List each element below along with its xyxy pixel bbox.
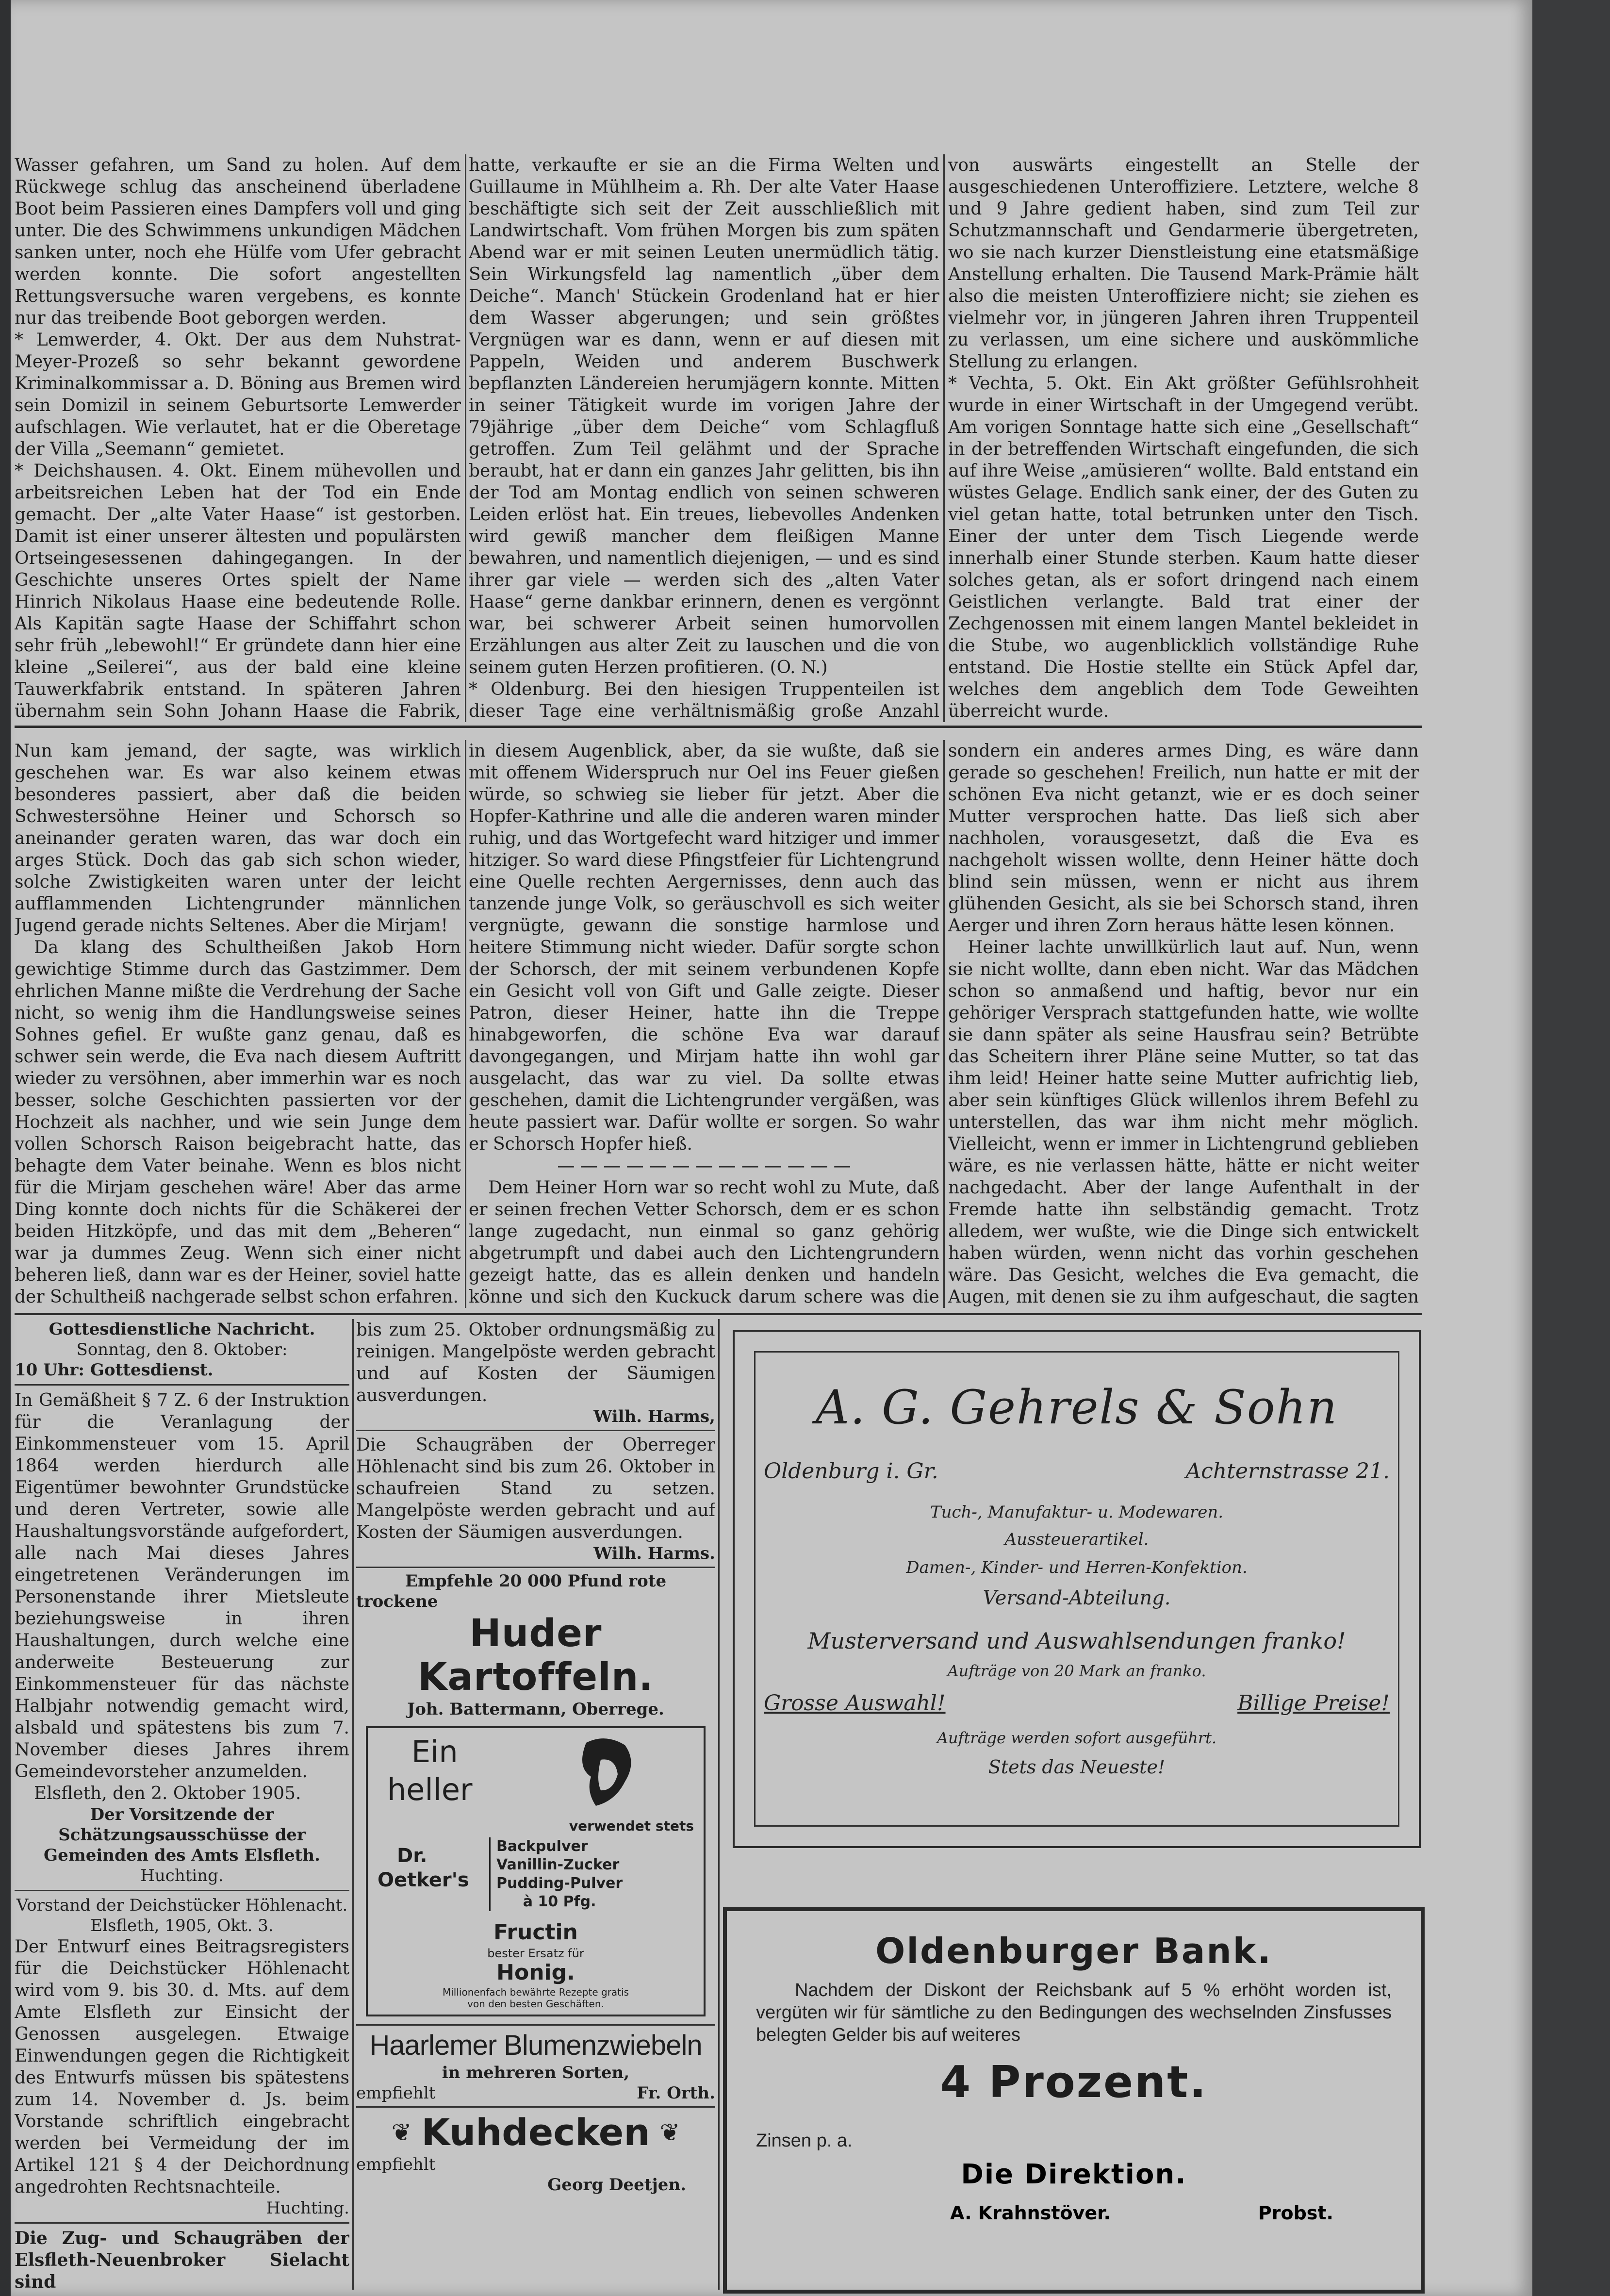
ad-kartoffel-line2: trockene — [356, 1592, 438, 1611]
notice-deich-text: Der Entwurf eines Beitragsregisters für die Deichstücker Höhlenacht wird vom 9. bis 30. d. Mts. auf dem Amte Elsfleth zur Einsicht der Genossen ausgelegen. Etwaige Einwendungen gegen die Richtigkeit des Entwurfs müssen bis spätestens zum 14. November d. Js. beim Vorstande schriftlich eingebracht werden bei Vermeidung der im Artikel 121 § 4 der Deichordnung angedrohten Rechtsnachteile. — [15, 1937, 349, 2197]
column-2-serial — [469, 740, 939, 1308]
notice-deich-title: Vorstand der Deichstücker Höhlenacht. — [16, 1896, 348, 1915]
notice-tax-signature: Der Vorsitzende der Schätzungsausschüsse der Gemeinden des Amts Elsfleth. — [44, 1805, 320, 1865]
ad-divider — [356, 2024, 715, 2026]
notice-church-title: Gottesdienstliche Nachricht. — [49, 1320, 315, 1339]
ornament-icon: ❦ — [659, 2118, 680, 2147]
ad-oberrege-sign: Wilh. Harms. — [593, 1544, 715, 1563]
ad-kartoffel-sign: Joh. Battermann, Oberrege. — [407, 1700, 664, 1719]
serial-text: in diesem Augenblick, aber, da sie wußte, daß sie mit offenem Widerspruch nur Oel ins Feuer gießen würde, so schwieg sie lieber für jetzt. Aber die Hopfer-Kathrine und alle die anderen waren minder ruhig, und das Wortgefecht ward hitziger und immer hitziger. So ward diese Pfingstfeier für Lichtengrund eine Quelle rechten Aergernisses, denn auch das tanzende junge Volk, so geräuschvoll es sich weiter vergnügte, gewann die sonstige harmlose und heitere Stimmung nicht wieder. Dafür sorgte schon der Schorsch, der mit seinem verbundenen Kopfe ein Gesicht voll von Gift und Galle zeigte. Dieser Patron, dieser Heiner, hatte ihn die Treppe hinabgeworfen, die schöne Eva war darauf davongegangen, und Mirjam hatte ihn wohl gar ausgelacht, das war zu viel. Da sollte etwas geschehen, damit die Lichtengrunder vergäßen, was heute passiert war. Dafür wollte er sorgen. So wahr er Schorsch Hopfer hieß. — [469, 741, 939, 1154]
notice-deich-signature: Huchting. — [266, 2198, 349, 2218]
ad-bank-text: Nachdem der Diskont der Reichsbank auf 5 % erhöht worden ist, vergüten wir für sämtliche zu den Bedingungen des wechselnden Zinsfusses belegten Gelder bis auf weiteres — [756, 1980, 1392, 2045]
ad-gehrels-line: Aufträge von 20 Mark an franko. — [947, 1662, 1206, 1680]
column-3-serial — [948, 740, 1419, 1308]
section-divider — [15, 726, 1422, 728]
ad-gehrels-auswahl: Grosse Auswahl! — [764, 1691, 946, 1716]
column-2-top — [469, 154, 939, 722]
column-3-top — [948, 154, 1419, 722]
ad-kuhdecken-empfiehlt: empfiehlt — [356, 2155, 436, 2174]
ad-gehrels-line: Damen-, Kinder- und Herren-Konfektion. — [906, 1558, 1248, 1577]
article-vechta: * Vechta, 5. Okt. Ein Akt größter Gefühlsrohheit wurde in einer Wirtschaft in der Umgegend verübt. Am vorigen Sonntage hatte sich eine „Gesellschaft“ in der betreffenden Wirtschaft eingefunden, die sich auf ihre Weise „amüsieren“ wollte. Bald entstand ein wüstes Gelage. Endlich sank einer, der des Guten zu viel getan hatte, total betrunken unter den Tisch. Einer der unter dem Tisch Liegende werde innerhalb einer Stunde sterben. Kaum hatte dieser solches getan, als er sofort dringend nach einem Geistlichen verlangte. Bald trat einer der Zechgenossen mit einem langen Mantel bekleidet in die Stube, wo augenblicklich vollständige Ruhe entstand. Die Hostie stellte ein Stück Apfel dar, welches dem angeblich dem Tode Geweihten überreicht wurde. — [948, 374, 1419, 721]
product-item: Backpulver — [496, 1838, 588, 1855]
ad-oetker-honig: Honig. — [496, 1960, 575, 1985]
ad-gehrels-city: Oldenburg i. Gr. — [764, 1459, 938, 1484]
ad-bank-signature: Die Direktion. — [961, 2159, 1187, 2190]
serial-separator: — — — — — — — — — — — — — — [557, 1156, 851, 1176]
ad-oetker-ersatz: bester Ersatz für — [487, 1947, 584, 1960]
ad-bank-title: Oldenburger Bank. — [875, 1931, 1272, 1971]
ad-oetker-name: Oetker's — [378, 1869, 469, 1891]
product-item: Pudding-Pulver — [496, 1875, 623, 1892]
notice-church-date: Sonntag, den 8. Oktober: — [76, 1340, 288, 1359]
ad-divider — [356, 1430, 715, 1431]
ad-oberrege-text: Die Schaugräben der Oberreger Höhlenacht sind bis zum 26. Oktober in schaufreien Stand zu setzen. Mangelpöste werden gebracht und auf Kosten der Säumigen ausverdungen. — [356, 1435, 715, 1542]
ad-gehrels-line: Musterversand und Auswahlsendungen franko! — [807, 1628, 1346, 1654]
ad-kuhdecken-sign: Georg Deetjen. — [547, 2175, 686, 2195]
ad-gehrels-street: Achternstrasse 21. — [1185, 1459, 1390, 1484]
ad-bank-name-left: A. Krahnstöver. — [950, 2202, 1111, 2224]
notice-sielacht-text: Die Zug- und Schaugräben der Elsfleth-Neuenbroker Sielacht sind — [15, 2228, 349, 2292]
ad-bank-names — [950, 2202, 1333, 2224]
serial-text: Da klang des Schultheißen Jakob Horn gewichtige Stimme durch das Gastzimmer. Dem ehrlichen Manne mißte die Verdrehung der Sache nicht, so wenig ihm die Handlungsweise seines Sohnes gefiel. Er wußte ganz genau, daß es schwer sein werde, die Eva nach diesem Auftritt wieder zu versöhnen, aber immerhin war es noch besser, solche Geschichten passierten vor der Hochzeit als nachher, und wie sein Junge dem vollen Schorsch Raison beigebracht hatte, das behagte dem Vater beinahe. Wenn es blos nicht für die Mirjam geschehen wäre! Aber das arme Ding konnte doch nichts für die Schäkerei der beiden Hitzköpfe, und das mit dem „Beheren“ war ja dummes Zeug. Wenn sich einer nicht beheren ließ, dann war es der Heiner, soviel hatte der Schultheiß nachgerade selbst schon erfahren. — [15, 938, 461, 1307]
notice-divider — [15, 1384, 349, 1386]
column-rule — [943, 740, 945, 1308]
column-rule — [943, 154, 945, 722]
article-oldenburg: * Oldenburg. Bei den hiesigen Truppenteilen ist dieser Tage eine verhältnismäßig große Anzahl — [469, 679, 939, 721]
notices-column — [15, 1319, 349, 2295]
ad-gehrels-line: Versand-Abteilung. — [983, 1587, 1171, 1609]
ad-bank-zinsen: Zinsen p. a. — [756, 2131, 853, 2151]
ad-oetker-footer: Millionenfach bewährte Rezepte gratis — [442, 1986, 629, 1998]
notice-tax-signature-2: Huchting. — [140, 1866, 224, 1885]
ad-divider — [356, 1567, 715, 1568]
column-rule — [718, 1319, 720, 2290]
ad-bank-name-right: Probst. — [1258, 2202, 1333, 2224]
ads-column — [356, 1319, 715, 2295]
ad-gehrels-line: Aufträge werden sofort ausgeführt. — [936, 1729, 1217, 1747]
ad-haarlemer-sign: Fr. Orth. — [637, 2083, 715, 2103]
article-text: von auswärts eingestellt an Stelle der ausgeschiedenen Unteroffiziere. Letztere, welche 8 und 9 Jahre gedient haben, sind zum Teil zur Schutzmannschaft und Gendarmerie übergetreten, wo sie nach kurzer Dienstleistung eine etatsmäßige Anstellung erhalten. Die Tausend Mark-Prämie hält also die meisten Unteroffiziere nicht; sie ziehen es vielmehr vor, in jüngeren Jahren ihren Truppenteil zu verlassen, um eine sichere und auskömmliche Stellung zu erlangen. — [948, 155, 1419, 372]
ad-haarlemer-sub: in mehreren Sorten, — [442, 2063, 630, 2082]
ad-divider — [356, 2106, 715, 2108]
ad-gehrels-line: Stets das Neueste! — [988, 1756, 1166, 1778]
notice-tax-place: Elsfleth, den 2. Oktober 1905. — [34, 1784, 301, 1803]
ad-gehrels-offers — [764, 1691, 1390, 1716]
ad-bank — [723, 1907, 1425, 2294]
product-item: Vanillin-Zucker — [496, 1856, 620, 1873]
serial-text: Heiner lachte unwillkürlich laut auf. Nun, wenn sie nicht wollte, dann eben nicht. War das Mädchen schon so anmaßend und haftig, bevor nur ein gehöriger Versprach stattgefunden hatte, wie wollte sie dann später als seine Hausfrau sein? Betrübte das Scheitern ihrer Pläne seine Mutter, so tat das ihm leid! Heiner hatte seine Mutter aufrichtig lieb, aber sein künftiges Glück willenlos ihrem Befehl zu unterstellen, das war ihm nicht mehr möglich. Vielleicht, wenn er immer in Lichtengrund geblieben wäre, es nie verlassen hätte, hätte er nicht weiter nachgedacht. Aber der lange Aufenthalt in der Fremde hatte ihn selbständig gemacht. Trotz alledem, wer wußte, wie die Dinge sich entwickelt haben würden, wenn nicht das vorhin geschehen wäre. Das Gesicht, welches die Eva gemacht, die Augen, mit denen sie zu ihm aufgeschaut, die sagten — [948, 938, 1419, 1307]
ad-graben-text: bis zum 25. Oktober ordnungsmäßig zu reinigen. Mangelpöste werden gebracht und auf Kosten der Säumigen ausverdungen. — [356, 1320, 715, 1405]
scan-edge-right — [1532, 0, 1610, 2296]
product-item: à 10 Pfg. — [523, 1893, 596, 1910]
ad-gehrels-title: A. G. Gehrels & Sohn — [815, 1380, 1338, 1435]
ad-gehrels-line: Tuch-, Manufaktur- u. Modewaren. — [930, 1503, 1224, 1522]
ad-haarlemer-title: Haarlemer Blumenzwiebeln — [369, 2030, 702, 2061]
ad-gehrels-address — [764, 1459, 1390, 1484]
ad-gehrels-preise: Billige Preise! — [1237, 1691, 1390, 1716]
section-divider — [15, 1313, 1422, 1315]
ad-graben-sign: Wilh. Harms, — [593, 1407, 715, 1426]
notice-deich-place: Elsfleth, 1905, Okt. 3. — [90, 1916, 274, 1935]
ad-oetker-verwendet: verwendet stets — [569, 1818, 694, 1834]
ad-oetker-footer-2: von den besten Geschäften. — [467, 1998, 604, 2010]
article-text: hatte, verkaufte er sie an die Firma Welten und Guillaume in Mühlheim a. Rh. Der alte Vater Haase beschäftigte sich seit der Zeit ausschließlich mit Landwirtschaft. Vom frühen Morgen bis zum späten Abend war er mit seinen Leuten unermüdlich tätig. Sein Wirkungsfeld lag namentlich „über dem Deiche“. Manch' Stückein Grodenland hat er hier dem Wasser abgerungen; und sein größtes Vergnügen war es dann, wenn er auf diesen mit Pappeln, Weiden und anderem Buschwerk bepflanzten Ländereien herumjägern konnte. Mitten in seiner Tätigkeit wurde im vorigen Jahre der 79jährige „über dem Deiche“ vom Schlagfluß getroffen. Zum Teil gelähmt und der Sprache beraubt, hat er dann ein ganzes Jahr gelitten, bis ihn der Tod am Montag endlich von seinen schweren Leiden erlöst hat. Ein treues, liebevolles Andenken wird gewiß mancher dem fleißigen Manne bewahren, und namentlich diejenigen, — und es sind ihrer gar viele — werden sich des „alten Vater Haase“ gerne dankbar erinnern, denen es vergönnt war, bei schwerer Arbeit seinen humorvollen Erzählungen aus alter Zeit zu lauschen und die von seinem guten Herzen profitieren. (O. N.) — [469, 155, 939, 677]
ad-oetker-box — [366, 1726, 706, 2016]
ornament-icon: ❦ — [391, 2118, 412, 2147]
article-deichshausen: * Deichshausen. 4. Okt. Einem mühevollen und arbeitsreichen Leben hat der Tod ein Ende gemacht. Der „alte Vater Haase“ ist gestorben. Damit ist einer unserer ältesten und populärsten Ortseingesessenen dahingegangen. In der Geschichte unseres Ortes spielt der Name Hinrich Nikolaus Haase eine bedeutende Rolle. Als Kapitän sagte Haase der Schiffahrt schon sehr früh „lebewohl!“ Er gründete dann hier eine kleine „Seilerei“, aus der bald eine kleine Tauwerkfabrik entstand. In späteren Jahren übernahm sein Sohn Johann Haase die Fabrik, — [15, 461, 461, 721]
notice-divider — [15, 1890, 349, 1891]
ad-oetker-ein: Ein — [411, 1734, 458, 1769]
ad-gehrels — [733, 1330, 1421, 1848]
notice-church-time: 10 Uhr: Gottesdienst. — [15, 1360, 214, 1380]
ad-oetker-products — [489, 1837, 623, 1911]
ad-kartoffel-line1: Empfehle 20 000 Pfund rote — [405, 1571, 667, 1591]
column-1-serial — [15, 740, 461, 1308]
column-rule — [352, 1319, 354, 2290]
ad-kuhdecken-title: Kuhdecken — [421, 2111, 650, 2154]
article-lemwerder: * Lemwerder, 4. Okt. Der aus dem Nuhstrat-Meyer-Prozeß so sehr bekannt gewordene Kriminalkommissar a. D. Böning aus Bremen wird sein Domizil in seinem Geburtsorte Lemwerder aufschlagen. Wie verlautet, hat er die Oberetage der Villa „Seemann“ gemietet. — [15, 330, 461, 459]
ad-gehrels-line: Aussteuerartikel. — [1004, 1530, 1149, 1549]
ad-haarlemer-footer — [356, 2083, 715, 2103]
notice-divider — [15, 2222, 349, 2224]
ad-bank-rate: 4 Prozent. — [940, 2057, 1208, 2108]
column-1-top — [15, 154, 461, 722]
ad-oetker-fructin: Fructin — [493, 1920, 578, 1945]
portrait-illustration — [557, 1733, 654, 1816]
ad-kartoffel-title: Huder Kartoffeln. — [417, 1612, 654, 1699]
column-rule — [465, 740, 466, 1308]
ad-kuhdecken-row — [356, 2111, 715, 2154]
ad-haarlemer-empfiehlt: empfiehlt — [356, 2083, 436, 2103]
serial-text: Dem Heiner Horn war so recht wohl zu Mute, daß er seinen frechen Vetter Schorsch, dem er es schon lange zugedacht, nun einmal so ganz gehörig abgetrumpft und dabei auch den Lichtengrundern gezeigt hatte, das es allein denken und handeln könne und sich den Kuckuck darum schere was die — [469, 1178, 939, 1307]
ad-oetker-heller: heller — [387, 1772, 473, 1807]
serial-text: sondern ein anderes armes Ding, es wäre dann gerade so geschehen! Freilich, nun hatte er mit der schönen Eva nicht getanzt, wie er es doch seiner Mutter versprochen hatte. Das ließ sich aber nachholen, vorausgesetzt, daß die Eva es nachgeholt wissen wollte, denn Heiner hätte doch blind sein müssen, wenn er nicht aus ihrem glühenden Gesicht, als sie bei Schorsch stand, ihren Aerger und ihren Zorn heraus hätte lesen können. — [948, 741, 1419, 936]
ad-oetker-dr: Dr. — [397, 1845, 427, 1867]
article-text: Wasser gefahren, um Sand zu holen. Auf dem Rückwege schlug das anscheinend überladene Boot beim Passieren eines Dampfers voll und ging unter. Die des Schwimmens unkundigen Mädchen sanken unter, noch ehe Hülfe vom Ufer gebracht werden konnte. Die sofort angestellten Rettungsversuche waren vergebens, es konnte nur das treibende Boot geborgen werden. — [15, 155, 461, 328]
column-rule — [465, 154, 466, 722]
notice-tax-text: In Gemäßheit § 7 Z. 6 der Instruktion für die Veranlagung der Einkommensteuer vom 15. April 1864 werden hierdurch alle Eigentümer bewohnter Grundstücke und deren Vertreter, sowie alle Haushaltungsvorstände aufgefordert, alle nach Mai dieses Jahres eingetretenen Veränderungen im Personenstande ihrer Mietsleute beziehungsweise in ihren Haushaltungen, durch welche eine anderweite Besteuerung zur Einkommensteuer für das nächste Halbjahr notwendig gemacht wird, alsbald und spätestens bis zum 7. November dieses Jahres ihrem Gemeindevorsteher anzumelden. — [15, 1390, 349, 1782]
serial-text: Nun kam jemand, der sagte, was wirklich geschehen war. Es war also keinem etwas besonderes passiert, aber daß die beiden Schwestersöhne Heiner und Schorsch so aneinander geraten waren, das war doch ein arges Stück. Doch das gab sich schon wieder, solche Zwistigkeiten waren unter der leicht aufflammenden Lichtengrunder männlichen Jugend gerade nichts Seltenes. Aber die Mirjam! — [15, 741, 461, 936]
